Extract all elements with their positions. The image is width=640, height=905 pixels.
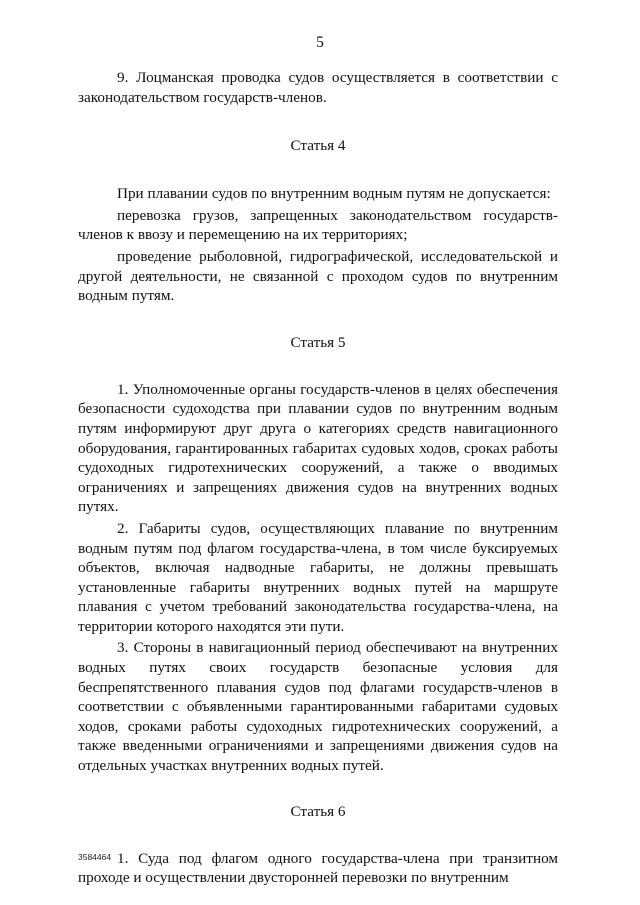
document-code: 3584464 bbox=[78, 852, 112, 862]
article-4-heading: Статья 4 bbox=[290, 137, 346, 155]
article-6-heading: Статья 6 bbox=[290, 802, 346, 820]
article-4-intro: При плавании судов по внутренним водным путям не допускается: bbox=[117, 185, 551, 203]
article-5-heading: Статья 5 bbox=[290, 333, 346, 351]
paragraph-9-pilotage: 9. Лоцманская проводка судов осуществляется в соответствии с законодательством государств-членов. bbox=[78, 69, 558, 106]
article-4-item-cargo: перевозка грузов, запрещенных законодательством государств-членов к ввозу и перемещению на их территориях; bbox=[78, 206, 558, 244]
page-number: 5 bbox=[316, 34, 324, 51]
article-6-paragraph-1: 1. Суда под флагом одного государства-члена при транзитном проходе и осуществлении двусторонней перевозки по внутренним bbox=[78, 849, 558, 887]
article-5-paragraph-3: 3. Стороны в навигационный период обеспечивают на внутренних водных путях своих государств безопасные условия для беспрепятственного плавания судов под флагами государств-членов в соответствии с объявленными гарантированными габаритами судовых ходов, сроками работы судоходных гидротехнических сооружений, а также введенными ограничениями и запрещениями движения судов на отдельных участках внутренних водных путей. bbox=[78, 639, 558, 775]
article-5-paragraph-2: 2. Габариты судов, осуществляющих плавание по внутренним водным путям под флагом государства-члена, в том числе буксируемых объектов, включая надводные габариты, не должны превышать установленные габариты внутренних водных путей на маршруте плавания с учетом требований законодательства государства-члена, на территории которого находятся эти пути. bbox=[78, 519, 558, 635]
article-4-item-activities: проведение рыболовной, гидрографической, исследовательской и другой деятельности, не связанной с проходом судов по внутренним водным путям. bbox=[78, 247, 558, 305]
document-body bbox=[78, 68, 558, 892]
article-5-paragraph-1: 1. Уполномоченные органы государств-членов в целях обеспечения безопасности судоходства при плавании судов по внутренним водным путям информируют друг друга о категориях средств навигационного оборудования, гарантированных габаритах судовых ходов, сроках работы судоходных гидротехнических сооружений, а также о вводимых ограничениях и запрещениях движения судов на внутренних водных путях. bbox=[78, 380, 558, 516]
